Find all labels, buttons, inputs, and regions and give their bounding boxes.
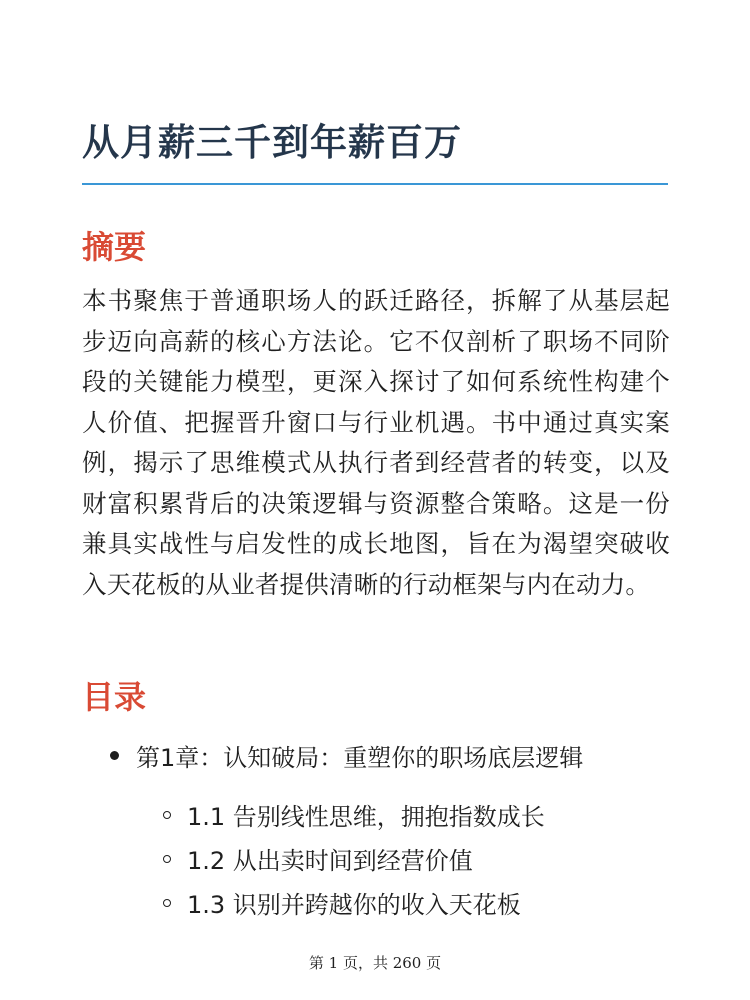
toc-heading: 目录: [82, 678, 147, 716]
circle-bullet-icon: [163, 811, 171, 819]
toc-section-item[interactable]: [163, 885, 521, 920]
toc-chapter-item[interactable]: [110, 738, 583, 773]
toc-section-item[interactable]: [163, 841, 473, 876]
page-number-footer: 第 1 页，共 260 页: [308, 954, 442, 972]
disc-bullet-icon: [110, 751, 119, 760]
circle-bullet-icon: [163, 855, 171, 863]
abstract-heading: 摘要: [82, 228, 147, 266]
toc-section-label: 1.1 告别线性思维，拥抱指数成长: [187, 803, 545, 831]
toc-section-label: 1.2 从出卖时间到经营价值: [187, 847, 473, 875]
title-divider: [82, 183, 668, 185]
toc-section-item[interactable]: [163, 797, 545, 832]
toc-chapter-label: 第1章：认知破局：重塑你的职场底层逻辑: [136, 744, 584, 772]
document-title: 从月薪三千到年薪百万: [82, 121, 462, 164]
circle-bullet-icon: [163, 899, 171, 907]
abstract-paragraph: 本书聚焦于普通职场人的跃迁路径，拆解了从基层起步迈向高薪的核心方法论。它不仅剖析了职场不同阶段的关键能力模型，更深入探讨了如何系统性构建个人价值、把握晋升窗口与行业机遇。书中通过真实案例，揭示了思维模式从执行者到经营者的转变，以及财富积累背后的决策逻辑与资源整合策略。这是一份兼具实战性与启发性的成长地图，旨在为渴望突破收入天花板的从业者提供清晰的行动框架与内在动力。: [82, 286, 670, 599]
toc-section-label: 1.3 识别并跨越你的收入天花板: [187, 891, 521, 919]
